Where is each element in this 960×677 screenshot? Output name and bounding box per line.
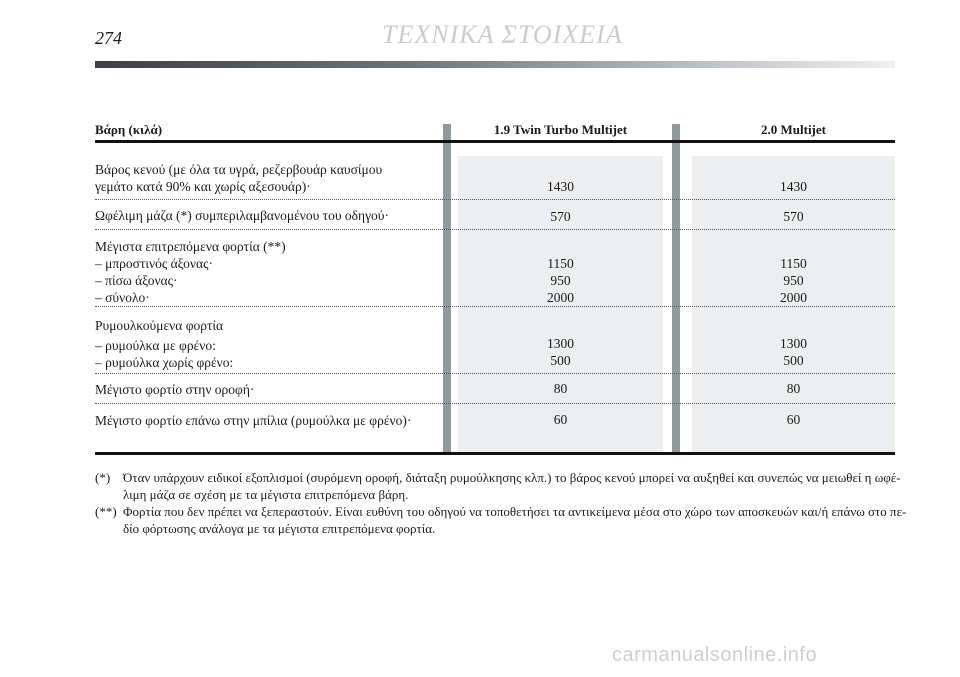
value: 80	[786, 381, 801, 396]
label-line: – σύνολο·	[95, 290, 150, 305]
table-bottom-rule	[95, 452, 895, 455]
watermark: carmanualsonline.info	[612, 644, 818, 666]
value: 950	[783, 273, 804, 288]
row-divider	[95, 403, 895, 404]
label-line: Μέγιστα επιτρεπόμενα φορτία (**)	[95, 239, 286, 254]
value: 570	[550, 209, 571, 224]
label-line: Βάρος κενού (με όλα τα υγρά, ρεζερβουάρ καυσίμου	[95, 162, 383, 177]
column-header-weights: Βάρη (κιλά)	[95, 122, 163, 137]
value: 1300	[780, 336, 807, 351]
value: 1430	[547, 179, 574, 194]
column-separator-2	[672, 124, 680, 454]
label-line: Ρυμουλκούμενα φορτία	[95, 318, 224, 333]
label-line: Ωφέλιμη μάζα (*) συμπεριλαμβανομένου του οδηγού·	[95, 208, 389, 223]
footnote-text	[123, 503, 913, 537]
section-title: ΤΕΧΝΙΚΑ ΣΤΟΙΧΕΙΑ	[382, 20, 623, 49]
footnote-mark: (**)	[95, 504, 117, 519]
value: 500	[550, 353, 571, 368]
row-value-col1	[458, 178, 663, 195]
row-label-payload	[95, 207, 389, 224]
value: 500	[783, 353, 804, 368]
row-value-col2	[692, 335, 895, 369]
label-line: – ρυμούλκα χωρίς φρένο:	[95, 355, 234, 370]
header-gradient-rule	[95, 61, 895, 68]
label-line: γεμάτο κατά 90% και χωρίς αξεσουάρ)·	[95, 179, 311, 194]
row-divider	[95, 373, 895, 374]
value: 950	[550, 273, 571, 288]
value: 570	[783, 209, 804, 224]
row-value-col1	[458, 208, 663, 225]
page-number: 274	[95, 28, 122, 48]
value: 2000	[547, 290, 574, 305]
row-divider	[95, 229, 895, 230]
label-line: – μπροστινός άξονας·	[95, 256, 213, 271]
value: 1150	[780, 256, 807, 271]
row-divider	[95, 306, 895, 307]
column-separator-1	[443, 124, 451, 454]
footnote-2	[95, 503, 915, 537]
row-value-col2	[692, 255, 895, 306]
label-line: – ρυμούλκα με φρένο:	[95, 338, 216, 353]
row-value-col2	[692, 208, 895, 225]
row-value-col2	[692, 411, 895, 428]
column-header-1-9-twin-turbo: 1.9 Twin Turbo Multijet	[493, 122, 628, 137]
table-header-rule	[95, 140, 895, 143]
row-value-col1	[458, 335, 663, 369]
value: 60	[553, 412, 568, 427]
value: 1430	[780, 179, 807, 194]
footnote-mark: (*)	[95, 470, 111, 485]
row-divider	[95, 199, 895, 200]
row-label-towable-loads	[95, 317, 233, 371]
value: 60	[786, 412, 801, 427]
row-label-max-loads	[95, 238, 286, 306]
footnote-line: λιμη μάζα σε σχέση με τα μέγιστα επιτρεπόμενα βάρη.	[123, 487, 409, 502]
row-value-col2	[692, 178, 895, 195]
footnote-1	[95, 469, 915, 503]
row-label-towball-load	[95, 412, 411, 429]
label-line: – πίσω άξονας·	[95, 273, 178, 288]
value: 1300	[547, 336, 574, 351]
label-line: Μέγιστο φορτίο στην οροφή·	[95, 382, 255, 397]
footnote-text	[123, 469, 913, 503]
row-label-kerb-weight	[95, 161, 382, 195]
footnote-line: Όταν υπάρχουν ειδικοί εξοπλισμοί (συρόμενη οροφή, διάταξη ρυμούλκησης κλπ.) το βάρος κενού μπορεί να αυξηθεί και συνεπώς να μειωθεί η ωφέ-	[123, 470, 901, 485]
column-header-2-0-multijet: 2.0 Multijet	[761, 122, 826, 137]
value: 2000	[780, 290, 807, 305]
row-value-col2	[692, 380, 895, 397]
row-value-col1	[458, 411, 663, 428]
label-line: Μέγιστο φορτίο επάνω στην μπίλια (ρυμούλκα με φρένο)·	[95, 413, 412, 428]
value: 80	[553, 381, 568, 396]
footnote-line: Φορτία που δεν πρέπει να ξεπεραστούν. Είναι ευθύνη του οδηγού να τοποθετήσει τα αντικείμενα μέσα στο χώρο των αποσκευών και/ή επάνω στο πε-	[123, 504, 907, 519]
row-value-col1	[458, 255, 663, 306]
row-value-col1	[458, 380, 663, 397]
value: 1150	[547, 256, 574, 271]
footnote-line: δίο φόρτωσης ανάλογα με τα μέγιστα επιτρεπόμενα φορτία.	[123, 521, 436, 536]
row-label-roof-load	[95, 381, 254, 398]
